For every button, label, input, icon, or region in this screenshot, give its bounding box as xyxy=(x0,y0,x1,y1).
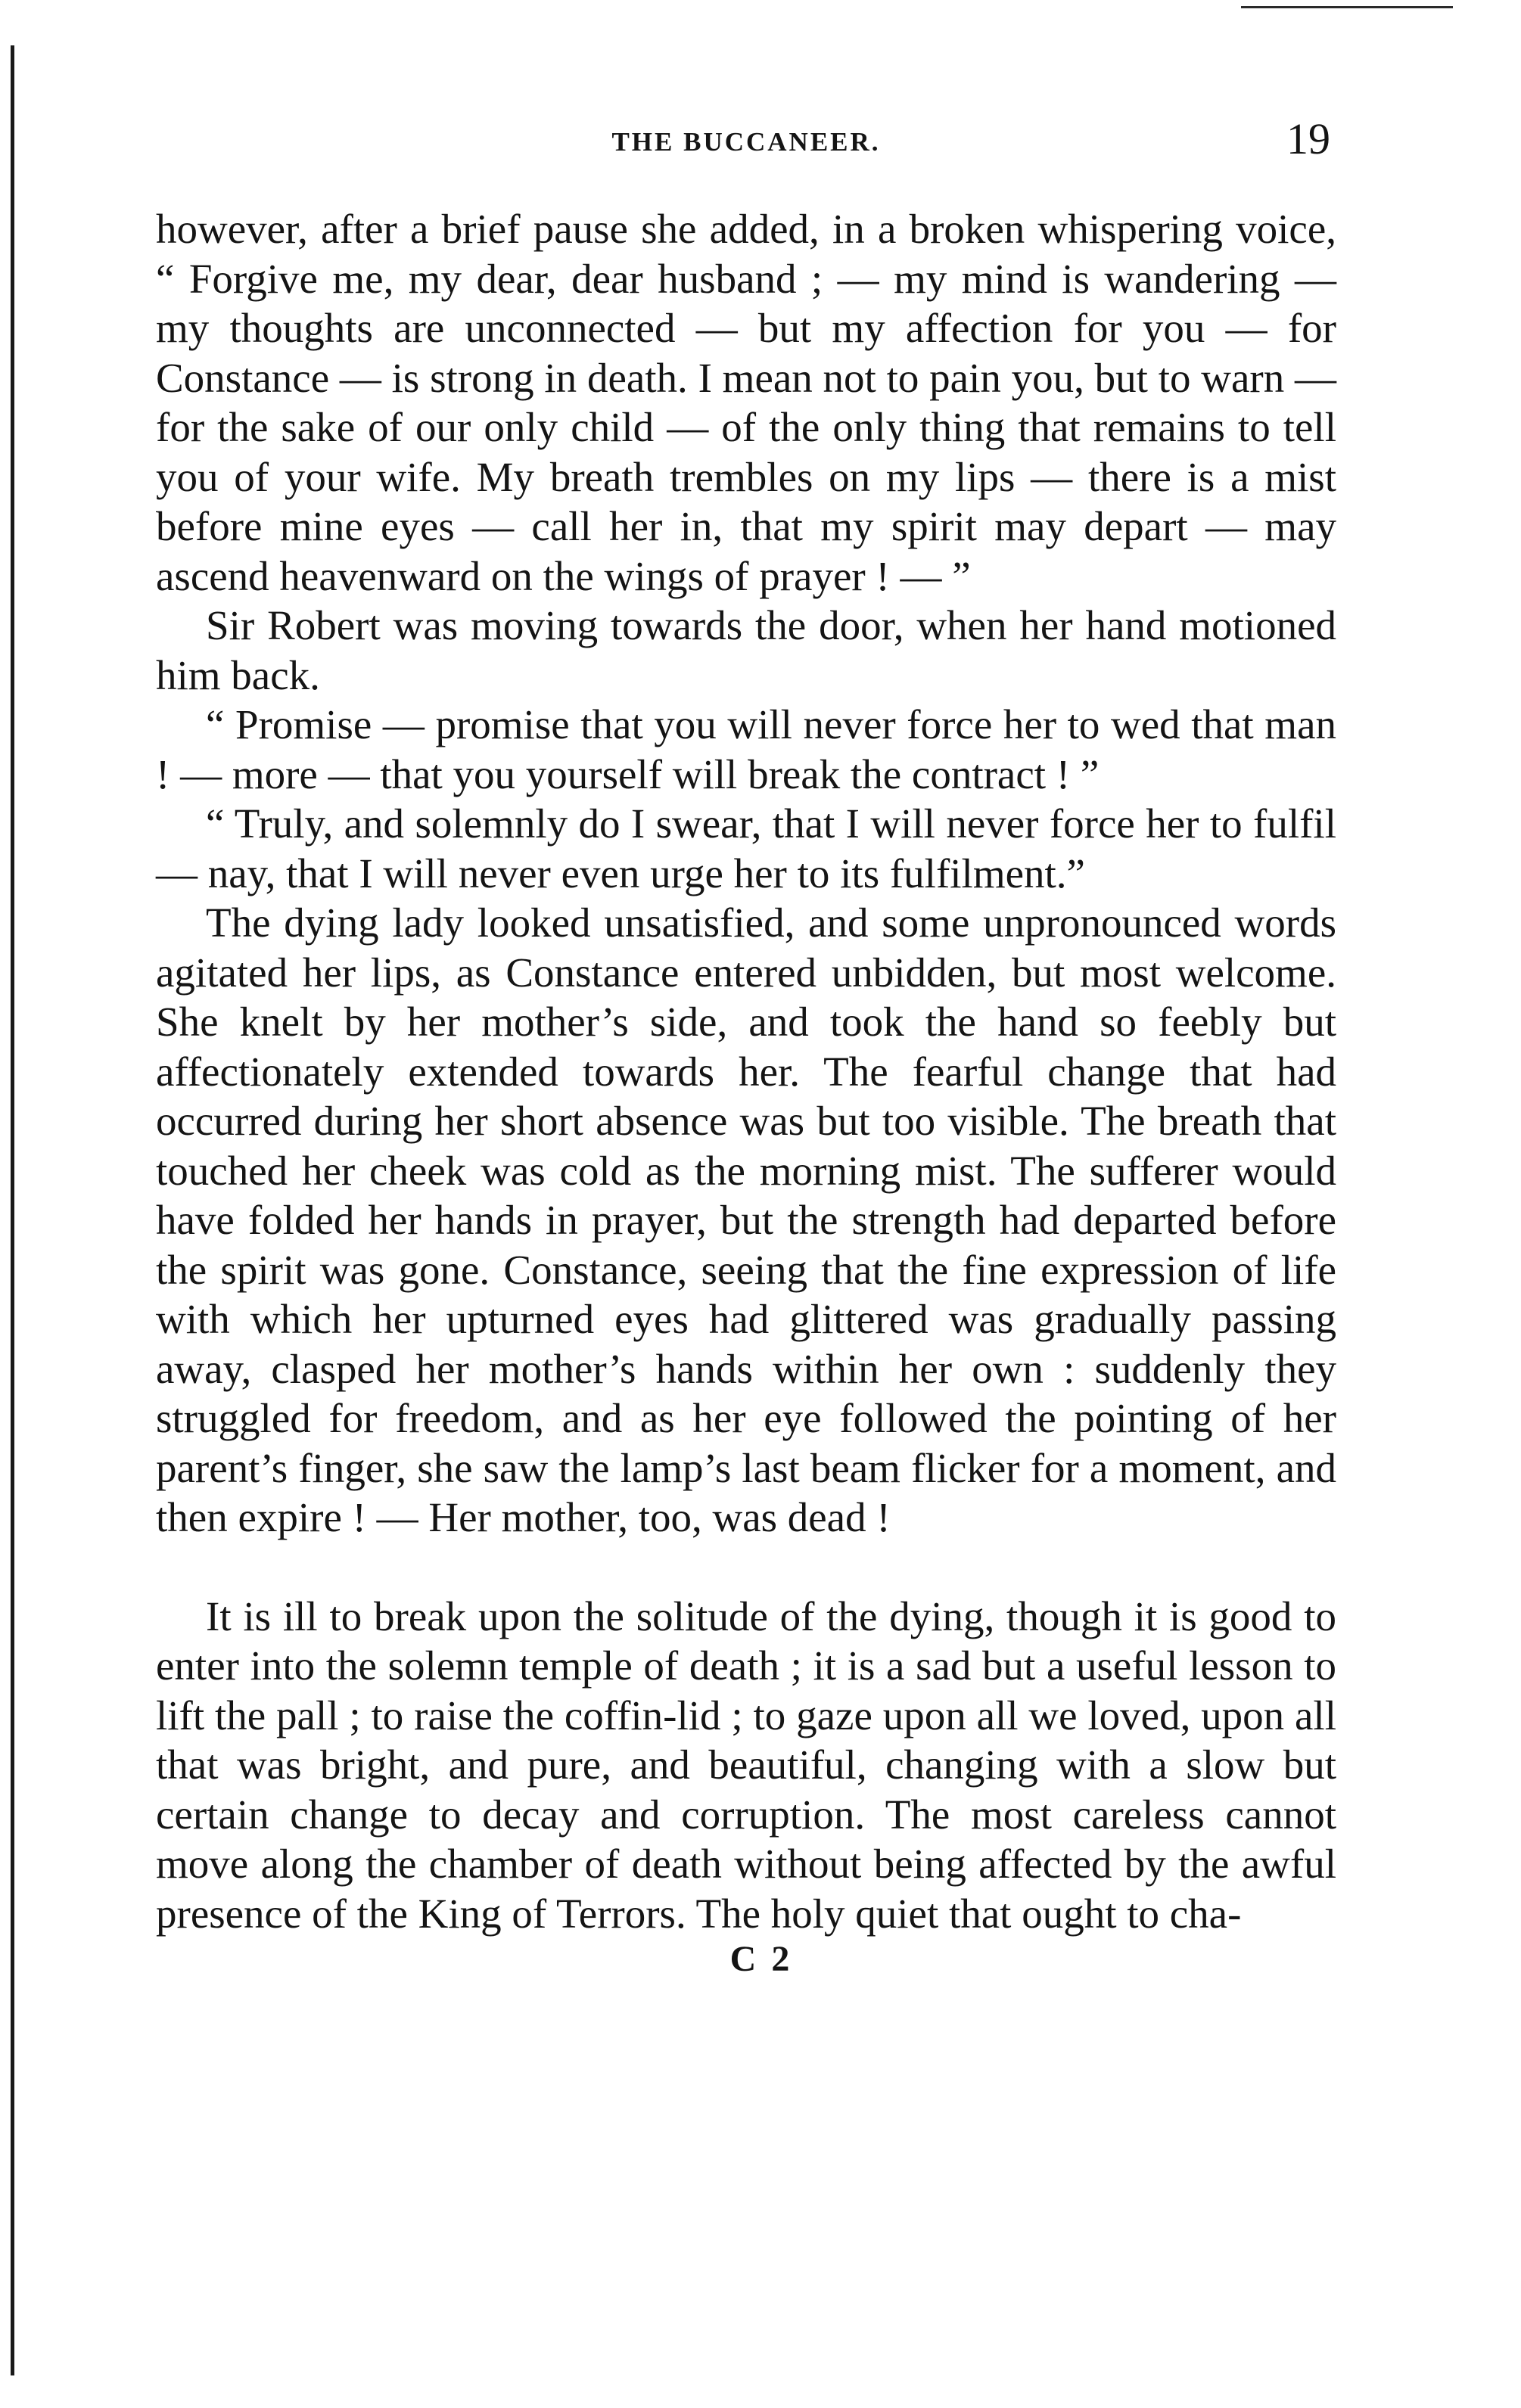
paragraph-dying-lady: The dying lady looked unsatisfied, and some unpronounced words agitated her lips, as Constance entered unbidden, but most welcome. She knelt by her mother’s side, and took the hand so feebly but affectionately extended towards her. The fearful change that had occurred during her short absence was but too visible. The breath that touched her cheek was cold as the morning mist. The sufferer would have folded her hands in prayer, but the strength had departed before the spirit was gone. Constance, seeing that the fine expression of life with which her upturned eyes had glittered was gradually passing away, clasped her mother’s hands within her own : suddenly they struggled for freedom, and as her eye followed the pointing of her parent’s finger, she saw the lamp’s last beam flicker for a moment, and then expire ! — Her mother, too, was dead ! xyxy=(156,900,1336,1540)
paragraph-sir-robert: Sir Robert was moving towards the door, when her hand motioned him back. xyxy=(156,602,1336,698)
body-text xyxy=(156,204,1336,1938)
section-break xyxy=(156,1543,1336,1592)
paragraph-promise: “ Promise — promise that you will never force her to wed that man ! — more — that you yourself will break the contract ! ” xyxy=(156,701,1336,797)
paragraph-solitude: It is ill to break upon the solitude of the dying, though it is good to enter into the solemn temple of death ; it is a sad but a useful lesson to lift the pall ; to raise the coffin-lid ; to gaze upon all we loved, upon all that was bright, and pure, and beautiful, changing with a slow but certain change to decay and corruption. The most careless cannot move along the chamber of death without being affected by the awful presence of the King of Terrors. The holy quiet that ought to cha- xyxy=(156,1592,1336,1937)
page-number: 19 xyxy=(1286,114,1330,163)
paragraph-oath: “ Truly, and solemnly do I swear, that I will never force her to fulfil — nay, that I will never even urge her to its fulfilment.” xyxy=(156,800,1336,896)
book-page xyxy=(156,113,1336,1980)
running-head xyxy=(156,113,1336,189)
paragraph-continued: however, after a brief pause she added, in a broken whispering voice, “ Forgive me, my dear, dear husband ; — my mind is wandering — my thoughts are unconnected — but my affection for you — for Constance — is strong in death. I mean not to pain you, but to warn — for the sake of our only child — of the only thing that remains to tell you of your wife. My breath trembles on my lips — there is a mist before mine eyes — call her in, that my spirit may depart — may ascend heavenward on the wings of prayer ! — ” xyxy=(156,206,1336,599)
signature-mark: C 2 xyxy=(729,1939,793,1979)
top-edge-rule xyxy=(1241,6,1453,8)
binding-edge-rule xyxy=(11,45,14,2375)
running-title: THE BUCCANEER. xyxy=(611,127,881,157)
